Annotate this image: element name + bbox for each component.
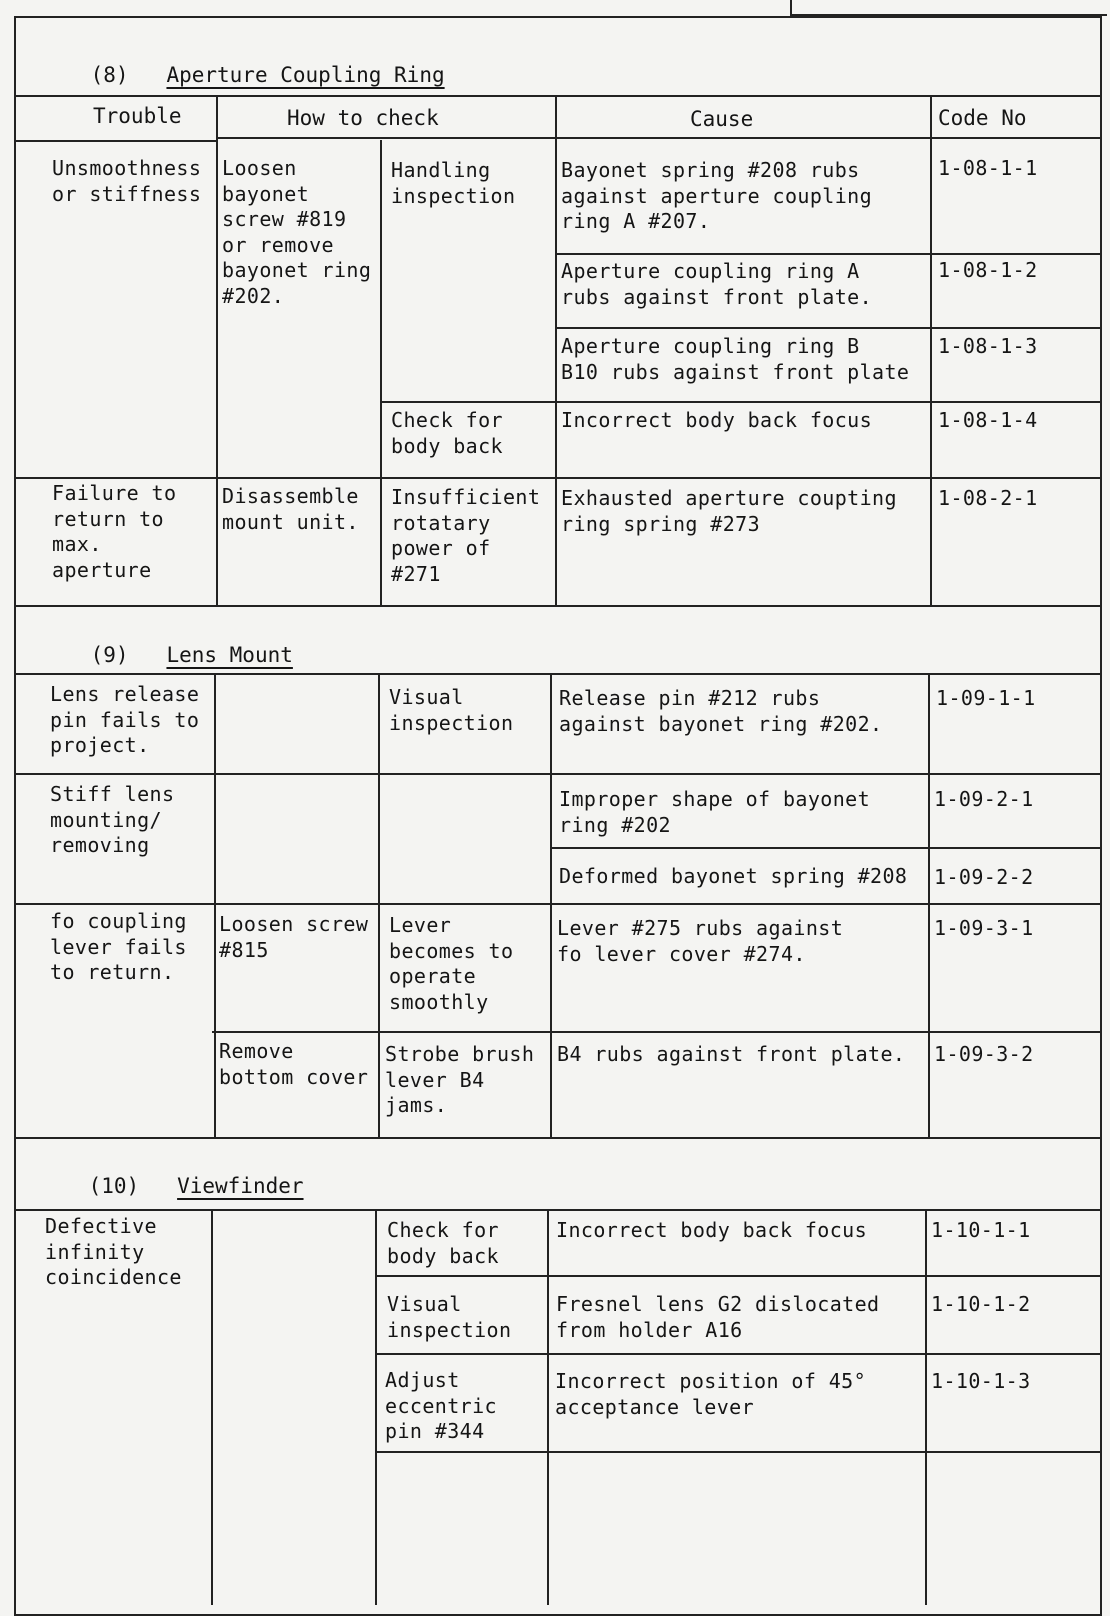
cause-cell: Release pin #212 rubs against bayonet ring #202. (559, 686, 883, 736)
section-number: (8) (90, 63, 129, 87)
rule (216, 137, 1102, 139)
rule (212, 1031, 1102, 1033)
rule (550, 847, 1102, 849)
section-title: Lens Mount (166, 643, 293, 667)
how-to-check-cell: Remove bottom cover (219, 1039, 369, 1089)
rule (216, 95, 218, 605)
cause-cell: Aperture coupling ring A rubs against front plate. (561, 259, 873, 309)
code-cell: 1-10-1-3 (931, 1369, 1031, 1393)
code-cell: 1-09-3-1 (934, 916, 1034, 940)
check-method-cell: Handling inspection (391, 158, 516, 208)
rule (930, 95, 932, 605)
check-method-cell: Visual inspection (387, 1292, 512, 1342)
code-cell: 1-09-2-2 (934, 865, 1034, 889)
column-header-how-to-check: How to check (287, 106, 439, 130)
code-cell: 1-10-1-1 (931, 1218, 1031, 1242)
check-method-cell: Strobe brush lever B4 jams. (385, 1042, 535, 1117)
check-method-cell: Check for body back (387, 1218, 499, 1268)
check-method-cell: Check for body back (391, 408, 503, 458)
rule (925, 1209, 927, 1605)
rule (14, 1137, 1102, 1139)
rule (555, 327, 1102, 329)
check-method-cell: Adjust eccentric pin #344 (385, 1368, 497, 1443)
rule (375, 1209, 377, 1605)
cause-cell: Exhausted aperture coupting ring spring #273 (561, 486, 897, 536)
trouble-cell: Unsmoothness or stiffness (52, 156, 202, 206)
column-header-code-no: Code No (938, 106, 1027, 130)
code-cell: 1-08-1-2 (938, 258, 1038, 282)
how-to-check-cell: Loosen bayonet screw #819 or remove bayonet ring #202. (222, 156, 372, 308)
trouble-cell: Defective infinity coincidence (45, 1214, 182, 1289)
rule (377, 1353, 1102, 1355)
section-10-heading (38, 1150, 304, 1222)
code-cell: 1-08-2-1 (938, 486, 1038, 510)
cause-cell: Bayonet spring #208 rubs against aperture coupling ring A #207. (561, 158, 873, 233)
rule (377, 1451, 1102, 1453)
trouble-cell: Lens release pin fails to project. (50, 682, 200, 757)
code-cell: 1-08-1-3 (938, 334, 1038, 358)
rule (380, 140, 382, 605)
column-header-trouble: Trouble (93, 104, 182, 128)
section-number: (9) (90, 643, 129, 667)
rule (377, 1275, 1102, 1277)
how-to-check-cell: Loosen screw #815 (219, 912, 369, 962)
cause-cell: B4 rubs against front plate. (557, 1042, 906, 1066)
rule (928, 673, 930, 1137)
cause-cell: Aperture coupling ring B B10 rubs against front plate (561, 334, 910, 384)
cause-cell: Fresnel lens G2 dislocated from holder A16 (556, 1292, 880, 1342)
header-tab-frame (790, 0, 1107, 16)
rule (547, 1209, 549, 1605)
section-8-heading (40, 39, 445, 111)
trouble-cell: Stiff lens mounting/ removing (50, 782, 175, 857)
rule (555, 253, 1102, 255)
rule (214, 673, 216, 1137)
code-cell: 1-09-2-1 (934, 787, 1034, 811)
check-method-cell: Insufficient rotatary power of #271 (391, 485, 541, 586)
rule (378, 673, 380, 1137)
rule (380, 401, 1102, 403)
check-method-cell: Visual inspection (389, 685, 514, 735)
code-cell: 1-08-1-1 (938, 156, 1038, 180)
trouble-cell: fo coupling lever fails to return. (50, 909, 187, 984)
rule (14, 605, 1102, 607)
code-cell: 1-08-1-4 (938, 408, 1038, 432)
how-to-check-cell: Disassemble mount unit. (222, 484, 359, 534)
cause-cell: Improper shape of bayonet ring #202 (559, 787, 871, 837)
section-9-heading (40, 619, 293, 691)
rule (555, 95, 557, 605)
cause-cell: Deformed bayonet spring #208 (559, 864, 908, 888)
cause-cell: Incorrect body back focus (561, 408, 873, 432)
rule (14, 773, 1102, 775)
cause-cell: Lever #275 rubs against fo lever cover #274. (557, 916, 844, 966)
code-cell: 1-09-1-1 (936, 686, 1036, 710)
cause-cell: Incorrect body back focus (556, 1218, 868, 1242)
section-title: Aperture Coupling Ring (166, 63, 445, 87)
cause-cell: Incorrect position of 45° acceptance lever (555, 1369, 867, 1419)
rule (14, 477, 1102, 479)
rule (14, 903, 1102, 905)
check-method-cell: Lever becomes to operate smoothly (389, 913, 514, 1014)
rule (211, 1209, 213, 1605)
code-cell: 1-09-3-2 (934, 1042, 1034, 1066)
trouble-cell: Failure to return to max. aperture (52, 481, 177, 582)
section-title: Viewfinder (177, 1174, 304, 1198)
section-number: (10) (88, 1174, 140, 1198)
rule (550, 673, 552, 1137)
code-cell: 1-10-1-2 (931, 1292, 1031, 1316)
column-header-cause: Cause (690, 107, 754, 131)
rule (14, 140, 216, 142)
